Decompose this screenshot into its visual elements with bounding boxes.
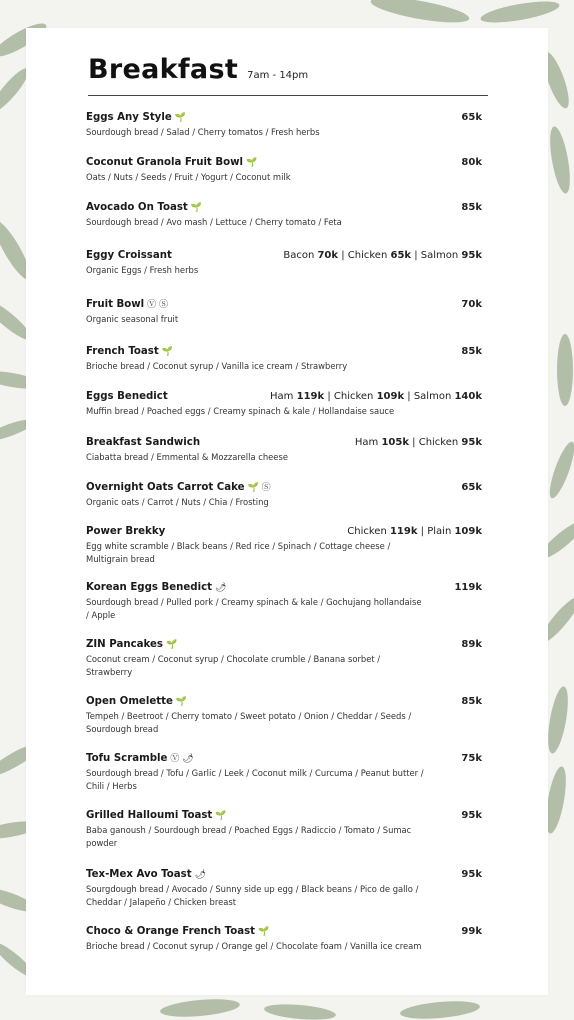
item-description: Sourdough bread / Avo mash / Lettuce / Cherry tomato / Feta bbox=[86, 217, 342, 227]
item-description: Brioche bread / Coconut syrup / Orange gel / Chocolate foam / Vanilla ice cream bbox=[86, 941, 422, 951]
item-icons: 🌱 bbox=[215, 811, 227, 821]
item-description: Sourdough bread / Salad / Cherry tomatos / Fresh herbs bbox=[86, 127, 320, 137]
item-icons: 🌱 bbox=[161, 347, 173, 357]
item-price: 99k bbox=[461, 926, 482, 937]
item-name: Avocado On Toast bbox=[86, 202, 188, 213]
menu-item bbox=[86, 249, 486, 277]
item-name: Fruit Bowl bbox=[86, 299, 145, 310]
item-name: Eggs Any Style bbox=[86, 112, 172, 123]
menu-title: Breakfast bbox=[88, 54, 239, 85]
item-icons: 🌶 bbox=[194, 870, 207, 880]
item-name: Tofu Scramble bbox=[86, 753, 168, 764]
item-price: 75k bbox=[461, 753, 482, 764]
item-price-options: Ham 105k | Chicken 95k bbox=[354, 437, 482, 448]
item-price-options: Bacon 70k | Chicken 65k | Salmon 95k bbox=[283, 250, 482, 261]
item-price-options: Ham 119k | Chicken 109k | Salmon 140k bbox=[270, 391, 482, 402]
item-price-options: Chicken 119k | Plain 109k bbox=[347, 526, 482, 537]
item-icons: 🌱 bbox=[190, 203, 202, 213]
item-price: 85k bbox=[461, 202, 482, 213]
menu-item bbox=[86, 298, 486, 326]
item-name: Korean Eggs Benedict bbox=[86, 582, 213, 593]
menu-item bbox=[86, 436, 486, 464]
menu-item bbox=[86, 638, 486, 678]
menu-item bbox=[86, 390, 486, 418]
item-price: 65k bbox=[461, 482, 482, 493]
item-name: Tex-Mex Avo Toast bbox=[86, 869, 192, 880]
item-description: Coconut cream / Coconut syrup / Chocolate crumble / Banana sorbet / Strawberry bbox=[86, 654, 381, 677]
item-description: Muffin bread / Poached eggs / Creamy spinach & kale / Hollandaise sauce bbox=[86, 406, 395, 416]
item-price: 95k bbox=[461, 810, 482, 821]
item-description: Sourdough bread / Pulled pork / Creamy spinach & kale / Gochujang hollandaise / Apple bbox=[86, 597, 422, 620]
item-icons: Ⓥ 🌶 bbox=[170, 754, 194, 764]
item-description: Sourdough bread / Tofu / Garlic / Leek / Coconut milk / Curcuma / Peanut butter / Chili / Herbs bbox=[86, 768, 424, 791]
menu-item bbox=[86, 345, 486, 373]
item-price: 70k bbox=[461, 299, 482, 310]
item-name: Coconut Granola Fruit Bowl bbox=[86, 157, 244, 168]
item-name: Breakfast Sandwich bbox=[86, 437, 201, 448]
item-price: 85k bbox=[461, 696, 482, 707]
menu-item bbox=[86, 156, 486, 184]
item-icons: 🌱 bbox=[175, 697, 188, 707]
item-icons: 🌱 Ⓢ bbox=[247, 483, 271, 493]
item-description: Ciabatta bread / Emmental & Mozzarella cheese bbox=[86, 452, 288, 462]
item-price: 80k bbox=[461, 157, 482, 168]
title-divider bbox=[88, 95, 488, 96]
item-icons: 🌱 bbox=[246, 158, 258, 168]
item-description: Organic seasonal fruit bbox=[86, 314, 179, 324]
item-description: Oats / Nuts / Seeds / Fruit / Yogurt / Coconut milk bbox=[86, 172, 291, 182]
menu-item bbox=[86, 925, 486, 953]
item-description: Tempeh / Beetroot / Cherry tomato / Sweet potato / Onion / Cheddar / Seeds / Sourdough bread bbox=[86, 711, 412, 734]
item-description: Organic Eggs / Fresh herbs bbox=[86, 265, 199, 275]
menu-item bbox=[86, 868, 486, 908]
item-price: 85k bbox=[461, 346, 482, 357]
menu-item bbox=[86, 201, 486, 229]
menu-item bbox=[86, 481, 486, 509]
item-description: Brioche bread / Coconut syrup / Vanilla ice cream / Strawberry bbox=[86, 361, 348, 371]
item-price: 65k bbox=[461, 112, 482, 123]
item-name: Choco & Orange French Toast bbox=[86, 926, 256, 937]
item-price: 89k bbox=[461, 639, 482, 650]
item-description: Baba ganoush / Sourdough bread / Poached Eggs / Radiccio / Tomato / Sumac powder bbox=[86, 825, 412, 848]
item-icons: 🌱 bbox=[174, 113, 186, 123]
menu-item bbox=[86, 695, 486, 735]
menu-item bbox=[86, 752, 486, 792]
menu-item bbox=[86, 581, 486, 621]
menu-header bbox=[88, 54, 308, 85]
menu-item bbox=[86, 111, 486, 139]
item-name: ZIN Pancakes bbox=[86, 639, 163, 650]
item-description: Egg white scramble / Black beans / Red rice / Spinach / Cottage cheese / Multigrain bread bbox=[86, 541, 391, 564]
item-icons: 🌶 bbox=[215, 583, 227, 593]
item-icons: Ⓥ Ⓢ bbox=[147, 300, 169, 310]
item-icons: 🌱 bbox=[165, 640, 178, 650]
item-name: Power Brekky bbox=[86, 526, 166, 537]
item-name: Grilled Halloumi Toast bbox=[86, 810, 213, 821]
menu-item bbox=[86, 809, 486, 849]
item-name: Eggs Benedict bbox=[86, 391, 168, 402]
item-description: Sourgdough bread / Avocado / Sunny side up egg / Black beans / Pico de gallo / Cheddar / Jalapeño / Chicken breast bbox=[86, 884, 419, 907]
item-price: 95k bbox=[461, 869, 482, 880]
item-name: Open Omelette bbox=[86, 696, 173, 707]
serving-hours: 7am - 14pm bbox=[247, 70, 309, 81]
item-name: French Toast bbox=[86, 346, 159, 357]
menu-item bbox=[86, 525, 486, 565]
item-description: Organic oats / Carrot / Nuts / Chia / Frosting bbox=[86, 497, 269, 507]
item-name: Overnight Oats Carrot Cake bbox=[86, 482, 245, 493]
item-icons: 🌱 bbox=[258, 927, 270, 937]
item-price: 119k bbox=[454, 582, 482, 593]
item-name: Eggy Croissant bbox=[86, 250, 172, 261]
